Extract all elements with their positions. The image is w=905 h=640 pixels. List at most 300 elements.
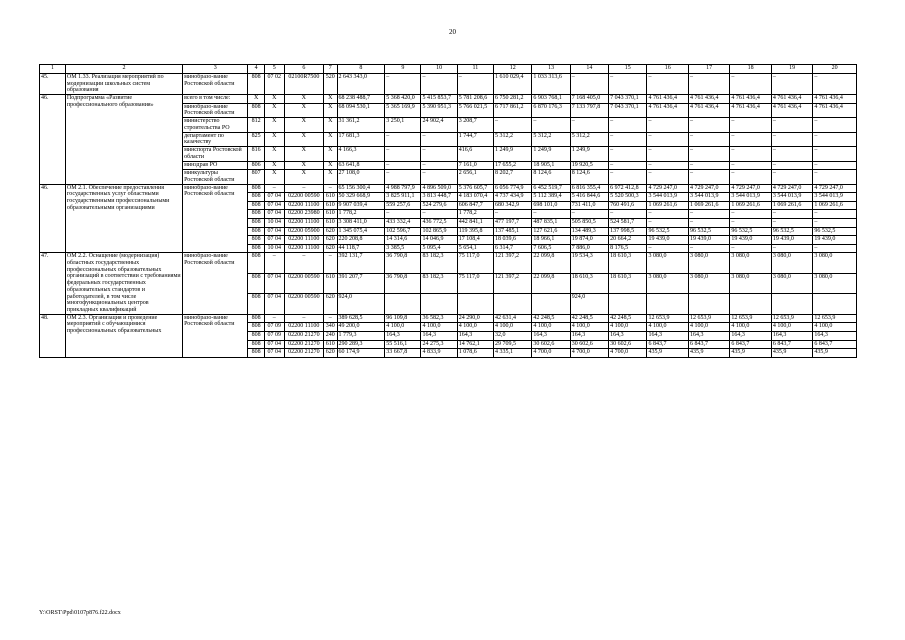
table-cell: – (570, 74, 608, 95)
table-cell: 4 761 436,4 (771, 95, 812, 104)
table-cell: 164,3 (457, 331, 493, 340)
table-cell: 27 108,0 (337, 170, 385, 184)
table-cell: X (264, 95, 284, 104)
table-row (40, 314, 857, 323)
table-cell: 4 729 247,0 (771, 184, 812, 193)
table-cell: – (813, 244, 857, 253)
table-cell: X (324, 95, 337, 104)
table-cell: 4 729 247,0 (730, 184, 771, 193)
table-cell: 127 621,6 (532, 227, 570, 236)
table-cell: 7 043 370,1 (609, 103, 647, 117)
budget-table (39, 64, 857, 358)
table-cell: 134 489,3 (570, 227, 608, 236)
table-cell: – (688, 132, 729, 146)
table-cell: 4 761 436,4 (688, 103, 729, 117)
table-cell: 12 653,9 (771, 314, 812, 323)
table-cell: 620 (324, 294, 337, 315)
table-cell: – (771, 74, 812, 95)
table-cell: 808 (248, 314, 265, 323)
row-name: ОМ 1.33. Реализация мероприятий по модернизации школьных систем образования (65, 74, 182, 95)
table-cell: 4 100,0 (494, 323, 532, 332)
table-cell: 442 841,1 (457, 218, 493, 227)
table-cell: 3 308 411,0 (337, 218, 385, 227)
table-cell: 36 790,8 (385, 253, 421, 273)
table-cell: X (284, 95, 323, 104)
table-cell: 760 491,6 (609, 201, 647, 210)
table-cell: 4 896 509,0 (421, 184, 457, 193)
table-cell: 6 972 412,8 (609, 184, 647, 193)
column-number: 11 (457, 65, 493, 74)
table-cell: 96 109,8 (385, 314, 421, 323)
row-number: 48. (40, 314, 66, 357)
table-cell: 22 099,8 (532, 273, 570, 293)
table-cell: 620 (324, 227, 337, 236)
table-cell: 1 033 313,6 (532, 74, 570, 95)
table-cell: 3 544 013,9 (688, 193, 729, 202)
table-cell: 808 (248, 340, 265, 349)
table-cell: 18 905,1 (532, 161, 570, 170)
row-name: ОМ 2.1. Обеспечение предоставления государственных услуг областными государственными профессиональными образовательными организациями (65, 184, 182, 253)
table-cell: 610 (324, 193, 337, 202)
executor: минздрав РО (183, 161, 248, 170)
table-cell: 137 485,1 (494, 227, 532, 236)
table-cell: – (771, 118, 812, 132)
table-cell: 07 04 (264, 236, 284, 245)
table-cell: – (385, 74, 421, 95)
table-cell: 924,0 (570, 294, 608, 315)
table-cell: 698 101,0 (532, 201, 570, 210)
table-cell: 96 532,5 (688, 227, 729, 236)
table-cell: 49 200,0 (337, 323, 385, 332)
table-cell: – (385, 147, 421, 161)
column-number: 3 (183, 65, 248, 74)
table-cell: – (647, 161, 688, 170)
table-cell: 4 100,0 (532, 323, 570, 332)
table-cell: 1 249,9 (570, 147, 608, 161)
table-cell: – (647, 74, 688, 95)
table-row (40, 253, 857, 273)
table-cell: 1 345 075,4 (337, 227, 385, 236)
table-cell: 435,9 (688, 349, 729, 358)
table-cell: 30 602,6 (532, 340, 570, 349)
table-cell: – (264, 184, 284, 193)
column-number: 13 (532, 65, 570, 74)
table-cell: 5 112 389,4 (532, 193, 570, 202)
table-cell: – (730, 147, 771, 161)
table-cell: 4 761 436,4 (730, 103, 771, 117)
table-cell: 610 (324, 201, 337, 210)
table-cell: 808 (248, 236, 265, 245)
table-cell: X (324, 132, 337, 146)
table-cell: 42 248,5 (570, 314, 608, 323)
table-cell: – (771, 161, 812, 170)
table-cell: 8 202,7 (494, 170, 532, 184)
table-cell: 22 099,8 (532, 253, 570, 273)
table-cell: 3 825 911,1 (385, 193, 421, 202)
table-cell: 18 610,3 (570, 273, 608, 293)
table-cell: – (385, 170, 421, 184)
table-cell: – (813, 210, 857, 219)
table-cell: 2 643 343,0 (337, 74, 385, 95)
table-cell: 4 183 070,4 (457, 193, 493, 202)
table-cell (494, 294, 532, 315)
column-number: 15 (609, 65, 647, 74)
table-cell: – (421, 74, 457, 95)
table-cell: X (284, 147, 323, 161)
table-cell: 19 534,3 (570, 253, 608, 273)
table-cell: – (688, 210, 729, 219)
table-cell: X (324, 103, 337, 117)
table-cell: – (688, 74, 729, 95)
table-cell: 416,6 (457, 147, 493, 161)
table-cell: 7 886,0 (570, 244, 608, 253)
table-cell: 5 312,2 (532, 132, 570, 146)
table-cell: 164,3 (421, 331, 457, 340)
table-cell: – (609, 74, 647, 95)
table-cell: 4 700,0 (570, 349, 608, 358)
table-cell: X (324, 118, 337, 132)
table-cell: 1 610 029,4 (494, 74, 532, 95)
table-cell: – (494, 118, 532, 132)
table-cell: 164,3 (688, 331, 729, 340)
table-cell: 07 09 (264, 323, 284, 332)
table-cell: X (324, 170, 337, 184)
table-cell: 4 100,0 (457, 323, 493, 332)
executor: минкультуры Ростовской области (183, 170, 248, 184)
table-cell: 19 874,0 (570, 236, 608, 245)
table-cell: – (730, 218, 771, 227)
table-cell: 524 279,6 (421, 201, 457, 210)
table-cell: 1 069 261,6 (647, 201, 688, 210)
table-cell: 5 654,1 (457, 244, 493, 253)
table-cell: 63 641,8 (337, 161, 385, 170)
table-cell: 96 532,5 (647, 227, 688, 236)
table-cell: – (688, 147, 729, 161)
table-cell: 164,3 (647, 331, 688, 340)
table-cell: 12 653,9 (730, 314, 771, 323)
table-cell: 68 094 530,1 (337, 103, 385, 117)
table-cell: 18 039,6 (494, 236, 532, 245)
table-cell: 137 998,5 (609, 227, 647, 236)
table-cell: – (688, 170, 729, 184)
table-cell: 340 (324, 323, 337, 332)
table-cell: 07 04 (264, 349, 284, 358)
table-cell: 102 865,9 (421, 227, 457, 236)
table-cell: 808 (248, 193, 265, 202)
table-cell: 50 329 668,9 (337, 193, 385, 202)
table-cell: 96 532,5 (813, 227, 857, 236)
column-number: 8 (337, 65, 385, 74)
table-cell: 02200 00590 (284, 193, 323, 202)
table-cell: – (385, 161, 421, 170)
table-cell: 433 332,4 (385, 218, 421, 227)
table-cell: 808 (248, 184, 265, 193)
table-cell: 1 249,9 (494, 147, 532, 161)
table-cell: – (647, 170, 688, 184)
column-number: 19 (771, 65, 812, 74)
table-cell: – (771, 244, 812, 253)
table-cell: 4 761 436,4 (771, 103, 812, 117)
table-cell: 4 761 436,4 (647, 103, 688, 117)
table-cell: 19 439,0 (688, 236, 729, 245)
table-cell: 1 078,6 (457, 349, 493, 358)
table-cell: – (421, 147, 457, 161)
row-number: 46. (40, 95, 66, 184)
table-cell: 487 835,1 (532, 218, 570, 227)
table-cell: 24 902,4 (421, 118, 457, 132)
table-cell: – (730, 118, 771, 132)
table-cell: 5 415 853,7 (421, 95, 457, 104)
table-cell: X (284, 132, 323, 146)
column-number: 1 (40, 65, 66, 74)
table-cell: 17 681,3 (337, 132, 385, 146)
table-cell: 4 166,3 (337, 147, 385, 161)
column-number: 17 (688, 65, 729, 74)
table-cell: 1 249,9 (532, 147, 570, 161)
table-cell: 435,9 (647, 349, 688, 358)
table-cell: – (730, 210, 771, 219)
table-cell: 6 314,7 (494, 244, 532, 253)
table-cell (421, 294, 457, 315)
table-cell: 240 (324, 331, 337, 340)
table-cell: – (730, 132, 771, 146)
table-cell: 3 080,0 (688, 273, 729, 293)
column-number: 20 (813, 65, 857, 74)
table-cell: 4 761 436,4 (730, 95, 771, 104)
table-cell: 4 100,0 (421, 323, 457, 332)
table-cell: – (688, 244, 729, 253)
table-cell: 620 (324, 244, 337, 253)
table-cell: 9 907 039,4 (337, 201, 385, 210)
table-cell: 7 133 797,8 (570, 103, 608, 117)
table-cell: X (324, 147, 337, 161)
table-cell: 808 (248, 210, 265, 219)
table-cell: 07 04 (264, 193, 284, 202)
table-cell: – (457, 74, 493, 95)
table-cell: 392 131,7 (337, 253, 385, 273)
table-cell: 812 (248, 118, 265, 132)
table-cell: 02200 11100 (284, 244, 323, 253)
table-cell: 2 656,1 (457, 170, 493, 184)
table-cell: 6 843,7 (771, 340, 812, 349)
table-cell: 3 813 448,7 (421, 193, 457, 202)
table-cell: 17 655,2 (494, 161, 532, 170)
table-cell: 3 544 013,9 (730, 193, 771, 202)
table-cell: 07 04 (264, 201, 284, 210)
table-cell: 19 439,0 (813, 236, 857, 245)
table-cell: – (284, 314, 323, 323)
table-cell: 520 (324, 74, 337, 95)
table-cell: – (609, 147, 647, 161)
table-cell: 731 411,0 (570, 201, 608, 210)
table-cell: 17 108,4 (457, 236, 493, 245)
table-cell: – (771, 170, 812, 184)
table-cell: 808 (248, 294, 265, 315)
row-number: 47. (40, 253, 66, 314)
table-cell: 07 04 (264, 294, 284, 315)
table-cell: – (730, 161, 771, 170)
table-cell: 524 581,7 (609, 218, 647, 227)
table-cell: 164,3 (813, 331, 857, 340)
table-cell: 1 069 261,6 (730, 201, 771, 210)
table-cell: 3 080,0 (647, 253, 688, 273)
table-cell: 07 02 (264, 74, 284, 95)
row-number: 46. (40, 184, 66, 253)
table-row (40, 95, 857, 104)
executor: минобразо-вание Ростовской области (183, 253, 248, 314)
table-cell: 5 365 169,9 (385, 103, 421, 117)
table-cell (609, 294, 647, 315)
table-cell: 83 182,3 (421, 273, 457, 293)
footer-file-path: Y:\ORST\Ppd\0107p876.f22.docx (39, 610, 121, 616)
table-cell: 19 920,5 (570, 161, 608, 170)
table-cell: X (284, 161, 323, 170)
table-cell: 610 (324, 210, 337, 219)
table-cell: 5 376 605,7 (457, 184, 493, 193)
table-cell: 3 250,1 (385, 118, 421, 132)
table-cell: – (647, 218, 688, 227)
column-number: 9 (385, 65, 421, 74)
table-cell: 60 174,9 (337, 349, 385, 358)
table-cell: – (647, 118, 688, 132)
table-cell: 4 100,0 (570, 323, 608, 332)
table-cell: – (385, 210, 421, 219)
table-cell: 42 248,5 (609, 314, 647, 323)
executor: минспорта Ростовской области (183, 147, 248, 161)
table-cell: 4 833,9 (421, 349, 457, 358)
table-cell: 02200 00590 (284, 273, 323, 293)
table-cell: 07 04 (264, 273, 284, 293)
table-cell: 07 04 (264, 227, 284, 236)
table-cell: 825 (248, 132, 265, 146)
table-cell: 02200 00590 (284, 294, 323, 315)
table-cell: 5 520 500,3 (609, 193, 647, 202)
table-cell: 10 04 (264, 244, 284, 253)
table-cell: 3 385,5 (385, 244, 421, 253)
table-cell: 6 816 355,4 (570, 184, 608, 193)
table-cell: 96 532,5 (730, 227, 771, 236)
table-cell: 4 737 434,9 (494, 193, 532, 202)
table-cell: 808 (248, 227, 265, 236)
table-cell: 65 156 300,4 (337, 184, 385, 193)
table-cell: 4 761 436,4 (688, 95, 729, 104)
table-cell: – (813, 147, 857, 161)
table-cell: 4 100,0 (730, 323, 771, 332)
table-cell: 806 (248, 161, 265, 170)
table-cell: 8 176,5 (609, 244, 647, 253)
table-cell: 02100R7500 (284, 74, 323, 95)
table-cell: 6 843,7 (813, 340, 857, 349)
table-cell: 02200 23980 (284, 210, 323, 219)
table-cell: – (688, 118, 729, 132)
table-cell: – (771, 210, 812, 219)
table-cell: 19 439,0 (730, 236, 771, 245)
table-cell: 12 653,9 (647, 314, 688, 323)
table-cell: 102 596,7 (385, 227, 421, 236)
table-cell: 164,3 (570, 331, 608, 340)
column-number: 2 (65, 65, 182, 74)
table-cell: – (771, 218, 812, 227)
table-cell: 33 667,8 (385, 349, 421, 358)
table-cell: – (264, 314, 284, 323)
table-cell: 02200 21270 (284, 331, 323, 340)
executor: министерство строительства РО (183, 118, 248, 132)
table-header-row (40, 65, 857, 74)
table-cell: 808 (248, 201, 265, 210)
table-cell: 7 168 405,0 (570, 95, 608, 104)
table-cell: – (324, 314, 337, 323)
table-cell: 5 781 208,6 (457, 95, 493, 104)
table-cell: 3 080,0 (771, 273, 812, 293)
table-cell: 3 080,0 (688, 253, 729, 273)
table-cell: 07 09 (264, 331, 284, 340)
page-number: 20 (449, 28, 456, 36)
table-cell: 477 197,7 (494, 218, 532, 227)
table-cell: 5 390 951,3 (421, 103, 457, 117)
table-cell: 808 (248, 273, 265, 293)
table-cell: 4 100,0 (688, 323, 729, 332)
table-cell: 808 (248, 218, 265, 227)
table-cell: 4 729 247,0 (813, 184, 857, 193)
table-cell: – (324, 253, 337, 273)
table-cell: – (688, 161, 729, 170)
table-cell: 4 729 247,0 (647, 184, 688, 193)
table-cell: 6 903 768,1 (532, 95, 570, 104)
table-cell: 4 700,0 (609, 349, 647, 358)
table-cell: 808 (248, 244, 265, 253)
table-cell: 7 606,5 (532, 244, 570, 253)
table-cell: 808 (248, 349, 265, 358)
table-cell: 620 (324, 349, 337, 358)
row-name: ОМ 2.3. Организация и проведение мероприятий с обучающимися профессиональных образовательных (65, 314, 182, 357)
table-cell: – (609, 161, 647, 170)
table-cell: 1 778,2 (457, 210, 493, 219)
table-cell: 435,9 (813, 349, 857, 358)
table-cell: X (264, 132, 284, 146)
table-cell: 4 761 436,4 (813, 95, 857, 104)
table-cell: 30 602,6 (570, 340, 608, 349)
table-cell: 4 761 436,4 (813, 103, 857, 117)
table-cell: 31 361,2 (337, 118, 385, 132)
table-cell: 3 544 013,9 (647, 193, 688, 202)
table-cell: X (284, 170, 323, 184)
table-cell: 5 312,2 (570, 132, 608, 146)
table-cell: 808 (248, 253, 265, 273)
table-cell: 924,0 (337, 294, 385, 315)
table-cell: 19 439,0 (771, 236, 812, 245)
column-number: 7 (324, 65, 337, 74)
table-cell: 436 772,5 (421, 218, 457, 227)
table-row (40, 184, 857, 193)
table-cell: 1 069 261,6 (688, 201, 729, 210)
table-cell: 75 117,0 (457, 253, 493, 273)
table-cell: 14 046,9 (421, 236, 457, 245)
table-cell: 4 100,0 (385, 323, 421, 332)
table-cell: X (284, 118, 323, 132)
table-cell: – (730, 244, 771, 253)
table-cell: 44 118,7 (337, 244, 385, 253)
table-cell: 816 (248, 147, 265, 161)
column-number: 5 (264, 65, 284, 74)
table-cell: 1 779,3 (337, 331, 385, 340)
table-cell: 610 (324, 218, 337, 227)
table-cell: – (421, 161, 457, 170)
table-cell: 6 452 519,7 (532, 184, 570, 193)
table-cell: – (771, 147, 812, 161)
table-cell: 30 602,6 (609, 340, 647, 349)
table-cell: 808 (248, 103, 265, 117)
table-cell: – (813, 132, 857, 146)
